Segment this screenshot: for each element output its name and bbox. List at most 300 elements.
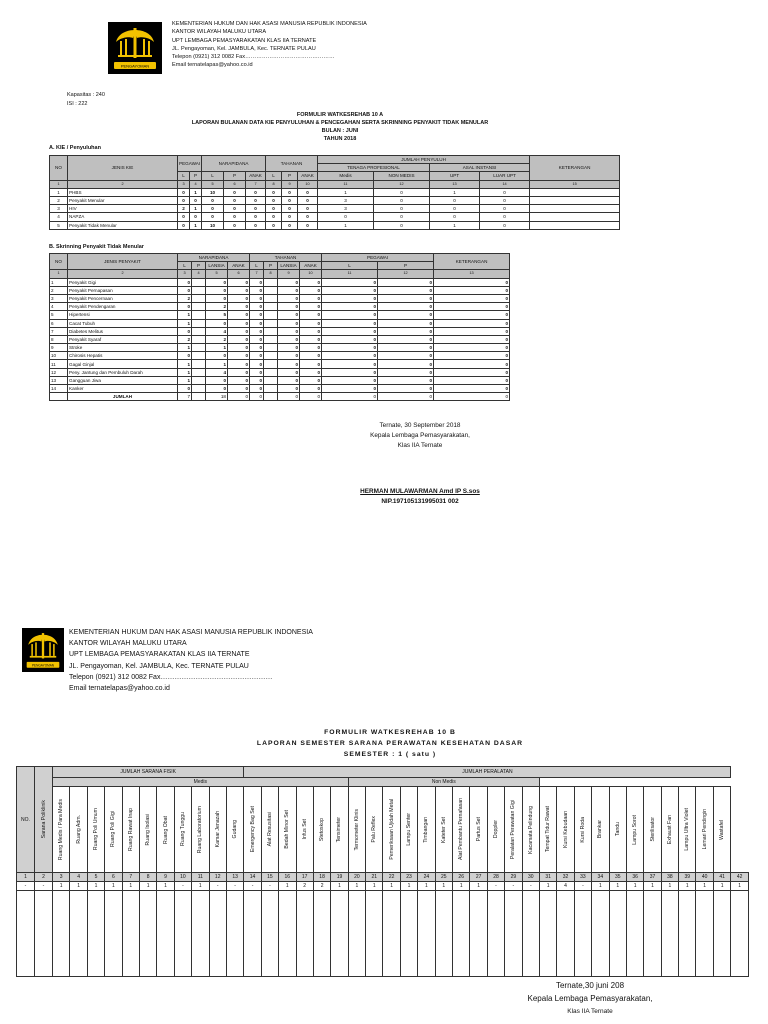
table-cell: 0 <box>202 196 224 204</box>
table-cell: 3 <box>318 205 374 213</box>
table-cell: 4 <box>557 882 574 891</box>
form-a-title <box>120 111 560 143</box>
pengayoman-logo <box>108 22 162 74</box>
sarana-poliklinik-label: Sarana Poliklinik <box>40 800 47 839</box>
table-cell <box>530 196 620 204</box>
table-cell <box>264 368 278 376</box>
table-cell: 1 <box>713 882 731 891</box>
table-cell: 1 <box>418 882 435 891</box>
table-cell: 0 <box>300 376 322 384</box>
kie-name-cell: NAPZA <box>68 213 178 221</box>
table-cell <box>192 311 206 319</box>
table-cell: 0 <box>480 221 530 229</box>
table-cell: 0 <box>266 205 282 213</box>
table-cell: 18 <box>206 393 228 401</box>
table-row <box>50 335 510 343</box>
table-cell: 1 <box>178 311 192 319</box>
column-number-row <box>17 873 749 882</box>
column-number: 3 <box>178 270 192 278</box>
table-cell: 1 <box>318 221 374 229</box>
col-luar-upt: LUAR UPT <box>480 172 530 180</box>
medis-equipment-column <box>435 787 452 873</box>
col-tenaga: TENAGA PROFESIONAL <box>318 164 430 172</box>
disease-name-cell: Penyakit Pencernaan <box>68 294 178 302</box>
table-cell: 0 <box>228 393 250 401</box>
non-medis-equipment-column <box>557 787 574 873</box>
table-cell: 0 <box>250 352 264 360</box>
form-b2-title-1: FORMULIR WATKESREHAB 10 B <box>324 729 456 736</box>
medis-equipment-column-label: Peralatan Perawatan Gigi <box>510 799 517 860</box>
table-cell: 0 <box>434 303 510 311</box>
table-cell: 0 <box>282 213 298 221</box>
table-cell: 1 <box>383 882 400 891</box>
isi: ISI : 222 <box>67 101 88 107</box>
sarana-fisik-column-label: Ruang Poli Gigi <box>110 811 117 848</box>
col-p: P <box>224 172 246 180</box>
non-medis-equipment-column <box>679 787 696 873</box>
medis-equipment-column <box>331 787 348 873</box>
table-cell: 0 <box>434 327 510 335</box>
table-cell: 0 <box>322 311 378 319</box>
column-number: 5 <box>87 873 104 882</box>
table-cell: - <box>35 882 53 891</box>
table-cell: 0 <box>278 327 300 335</box>
table-row <box>50 278 510 286</box>
col-l: L <box>250 262 264 270</box>
table-cell: 0 <box>190 196 202 204</box>
empty-cell <box>366 891 383 977</box>
column-number: 27 <box>470 873 487 882</box>
table-row <box>50 376 510 384</box>
table-cell: 1 <box>644 882 661 891</box>
column-number: 25 <box>435 873 452 882</box>
table-cell: 0 <box>278 303 300 311</box>
table-cell: 0 <box>374 221 430 229</box>
table-cell: 0 <box>250 376 264 384</box>
table-cell: 0 <box>202 205 224 213</box>
table-cell: 0 <box>278 311 300 319</box>
table-cell: 1 <box>190 205 202 213</box>
table-cell: 3 <box>50 294 68 302</box>
letterhead-line: KEMENTERIAN HUKUM DAN HAK ASASI MANUSIA REPUBLIK INDONESIA <box>172 21 367 27</box>
non-medis-equipment-column-label: Kursi Roda <box>579 816 586 843</box>
col-l: L <box>178 262 192 270</box>
non-medis-equipment-column <box>609 787 626 873</box>
table-cell: 1 <box>178 319 192 327</box>
table-cell: - <box>174 882 191 891</box>
empty-cell <box>296 891 313 977</box>
table-cell <box>264 376 278 384</box>
table-cell: 0 <box>206 352 228 360</box>
table-cell: 0 <box>434 376 510 384</box>
table-row <box>50 352 510 360</box>
column-number: 37 <box>644 873 661 882</box>
table-cell: 0 <box>228 319 250 327</box>
table-cell: 0 <box>228 385 250 393</box>
non-medis-equipment-column <box>574 787 591 873</box>
col-anak: ANAK <box>300 262 322 270</box>
empty-cell <box>679 891 696 977</box>
sarana-fisik-column-label: Ruang Medis / Para Medis <box>58 798 65 861</box>
col-p: P <box>190 172 202 180</box>
table-cell: 0 <box>224 205 246 213</box>
table-cell: 1 <box>626 882 643 891</box>
empty-cell <box>539 891 556 977</box>
table-cell: 0 <box>246 221 266 229</box>
letterhead-line: Email ternatelapas@yahoo.co.id <box>172 62 253 69</box>
column-number: 7 <box>122 873 139 882</box>
table-cell <box>192 294 206 302</box>
col-no: NO <box>50 156 68 181</box>
table-cell: 0 <box>322 376 378 384</box>
form-a-title-2: LAPORAN BULANAN DATA KIE PENYULUHAN & PENCEGAHAN SERTA SKRINNING PENYAKIT TIDAK MENULAR <box>191 120 489 126</box>
table-cell: 0 <box>322 385 378 393</box>
column-number: 10 <box>174 873 191 882</box>
table-cell: - <box>522 882 539 891</box>
table-cell: 0 <box>434 385 510 393</box>
col-l: L <box>266 172 282 180</box>
sarana-fisik-column <box>174 787 191 873</box>
empty-cell <box>713 891 731 977</box>
disease-name-cell: Penyakit Pendengaran <box>68 303 178 311</box>
column-number: 20 <box>348 873 365 882</box>
empty-cell <box>470 891 487 977</box>
col-upt: UPT <box>430 172 480 180</box>
table-cell <box>530 205 620 213</box>
table-cell: 4 <box>50 303 68 311</box>
col-non-medis: Non Medis <box>348 778 539 787</box>
table-cell: 0 <box>246 188 266 196</box>
table-cell: 0 <box>300 286 322 294</box>
column-number: 26 <box>453 873 470 882</box>
table-cell: 0 <box>378 376 434 384</box>
non-medis-equipment-column-label: Sterilisator <box>649 817 656 842</box>
table-cell: 0 <box>250 335 264 343</box>
table-cell: 2 <box>206 303 228 311</box>
kie-table <box>49 155 620 230</box>
kie-name-cell: HIV <box>68 205 178 213</box>
table-cell: 0 <box>278 278 300 286</box>
column-number: 5 <box>202 180 224 188</box>
empty-cell <box>574 891 591 977</box>
table-cell: 0 <box>300 335 322 343</box>
col-p: P <box>264 262 278 270</box>
table-row <box>50 319 510 327</box>
table-cell: 0 <box>378 352 434 360</box>
empty-cell <box>70 891 87 977</box>
table-cell: 1 <box>696 882 713 891</box>
table-cell: 0 <box>480 205 530 213</box>
section-a-label: A. KIE / Penyuluhan <box>49 145 101 151</box>
table-cell: 0 <box>374 196 430 204</box>
sarana-fisik-column <box>53 787 70 873</box>
table-cell: 0 <box>434 344 510 352</box>
medis-equipment-column <box>261 787 278 873</box>
table-cell: 0 <box>378 303 434 311</box>
table-cell: 0 <box>266 188 282 196</box>
col-l: L <box>178 172 190 180</box>
no-label: NO. <box>21 816 30 823</box>
non-medis-equipment-column-label: Wastafel <box>719 819 726 840</box>
sarana-fisik-column <box>226 787 243 873</box>
table-cell: 0 <box>250 278 264 286</box>
table-cell: 0 <box>190 213 202 221</box>
table-cell: 0 <box>322 319 378 327</box>
table-cell: 1 <box>731 882 748 891</box>
table-cell: 0 <box>206 286 228 294</box>
table-cell: 2 <box>206 335 228 343</box>
kie-name-cell: PHBS <box>68 188 178 196</box>
empty-cell <box>226 891 243 977</box>
table-cell: 0 <box>322 352 378 360</box>
letterhead-line: KEMENTERIAN HUKUM DAN HAK ASASI MANUSIA REPUBLIK INDONESIA <box>69 629 313 636</box>
column-number: 1 <box>50 270 68 278</box>
signature-block-b <box>500 979 680 1018</box>
table-cell <box>192 286 206 294</box>
sarana-fisik-column-label: Ruang Rawat Inap <box>127 808 134 851</box>
non-medis-equipment-column <box>539 787 556 873</box>
table-cell: 5 <box>50 311 68 319</box>
table-cell <box>264 319 278 327</box>
sarana-fisik-column-label: Ruang Tunggu <box>179 812 186 847</box>
table-cell: 0 <box>318 213 374 221</box>
table-cell: 0 <box>434 319 510 327</box>
table-cell: 0 <box>224 188 246 196</box>
column-number: 4 <box>192 270 206 278</box>
table-cell: 0 <box>202 213 224 221</box>
table-cell: 10 <box>202 221 224 229</box>
table-cell: 0 <box>278 335 300 343</box>
table-cell: 0 <box>300 393 322 401</box>
jumlah-label: JUMLAH <box>68 393 178 401</box>
skrinning-table <box>49 253 510 401</box>
non-medis-equipment-column <box>626 787 643 873</box>
table-cell: 2 <box>50 286 68 294</box>
letterhead-line: KANTOR WILAYAH MALUKU UTARA <box>172 29 267 36</box>
table-cell: 1 <box>50 278 68 286</box>
table-cell <box>264 352 278 360</box>
table-cell: 1 <box>157 882 174 891</box>
table-cell: 1 <box>435 882 452 891</box>
empty-cell <box>157 891 174 977</box>
table-cell: 0 <box>374 188 430 196</box>
table-cell: 0 <box>480 196 530 204</box>
form-b2-title-2: LAPORAN SEMESTER SARANA PERAWATAN KESEHATAN DASAR <box>256 740 524 747</box>
table-row <box>50 368 510 376</box>
table-cell: 0 <box>228 376 250 384</box>
table-cell: 0 <box>246 213 266 221</box>
section-b-label: B. Skrinning Penyakit Tidak Menular <box>49 244 144 250</box>
table-cell: 0 <box>228 335 250 343</box>
sarana-fisik-column-label: Kamar Jenazah <box>214 811 221 848</box>
non-medis-equipment-column-label: Lemari Pendingin <box>701 809 708 850</box>
table-cell: 0 <box>300 385 322 393</box>
table-cell: - <box>505 882 522 891</box>
column-number: 31 <box>539 873 556 882</box>
table-cell <box>192 278 206 286</box>
column-number: 24 <box>418 873 435 882</box>
column-number: 7 <box>250 270 264 278</box>
table-cell: 0 <box>224 221 246 229</box>
col-keterangan: KETERANGAN <box>434 254 510 270</box>
table-cell: 6 <box>50 319 68 327</box>
medis-equipment-column-label: Alat Resusitasi <box>266 812 273 847</box>
sarana-fisik-column <box>139 787 156 873</box>
empty-cell <box>731 891 748 977</box>
table-row <box>50 205 620 213</box>
table-cell: 4 <box>206 327 228 335</box>
sarana-fisik-column-label: Ruang Laboratorium <box>197 805 204 854</box>
table-cell: 0 <box>322 294 378 302</box>
disease-name-cell: Peny. Jantung dan Pembuluh Darah <box>68 368 178 376</box>
table-cell: 1 <box>190 221 202 229</box>
table-cell: 0 <box>322 393 378 401</box>
signature-block-a <box>320 421 520 451</box>
non-medis-equipment-column <box>644 787 661 873</box>
column-number: 34 <box>592 873 609 882</box>
empty-cell <box>279 891 296 977</box>
sarana-fisik-column <box>122 787 139 873</box>
table-cell: 1 <box>122 882 139 891</box>
disease-name-cell: Diabetes Melitus <box>68 327 178 335</box>
col-anak: ANAK <box>228 262 250 270</box>
col-jumlah-penyuluh: JUMLAH PENYULUH <box>318 156 530 164</box>
letterhead-line: Telepon (0921) 312 0082 Fax………………………………………… <box>172 54 335 61</box>
table-cell: 0 <box>322 360 378 368</box>
table-cell: 1 <box>430 188 480 196</box>
table-row <box>50 188 620 196</box>
column-number: 8 <box>266 180 282 188</box>
empty-cell <box>87 891 104 977</box>
pengayoman-logo <box>22 628 64 672</box>
empty-cell <box>626 891 643 977</box>
non-medis-equipment-column <box>661 787 678 873</box>
disease-name-cell: Penyakit Pernapasan <box>68 286 178 294</box>
empty-cell <box>418 891 435 977</box>
column-number: 14 <box>244 873 261 882</box>
form-a-title-1: FORMULIR WATKESREHAB 10 A <box>296 112 384 118</box>
table-cell: 0 <box>378 319 434 327</box>
table-cell: 1 <box>178 344 192 352</box>
non-medis-equipment-column <box>592 787 609 873</box>
table-cell: 0 <box>434 286 510 294</box>
table-cell <box>192 368 206 376</box>
letterhead-line: KANTOR WILAYAH MALUKU UTARA <box>69 640 187 648</box>
table-cell: 0 <box>298 221 318 229</box>
table-cell: 0 <box>282 205 298 213</box>
table-cell <box>264 360 278 368</box>
table-cell: 0 <box>322 368 378 376</box>
empty-cell <box>35 891 53 977</box>
column-number: 28 <box>487 873 504 882</box>
letterhead-line: UPT LEMBAGA PEMASYARAKATAN KLAS IIA TERNATE <box>172 37 317 44</box>
table-row <box>50 327 510 335</box>
kie-name-cell: Penyakit Menular <box>68 196 178 204</box>
col-jenis-penyakit: JENIS PENYAKIT <box>68 254 178 270</box>
medis-equipment-column <box>418 787 435 873</box>
table-cell: 1 <box>190 188 202 196</box>
sig-klas: Klas IIA Ternate <box>397 442 443 449</box>
equipment-header-row <box>17 787 749 873</box>
table-cell <box>264 286 278 294</box>
table-cell: 0 <box>178 327 192 335</box>
table-cell: 0 <box>300 319 322 327</box>
table-cell: 0 <box>300 368 322 376</box>
svg-text:PENGAYOMAN: PENGAYOMAN <box>31 663 55 668</box>
table-cell: 0 <box>278 385 300 393</box>
table-cell: 2 <box>178 205 190 213</box>
table-cell <box>192 303 206 311</box>
table-cell: 0 <box>228 303 250 311</box>
column-number: 38 <box>661 873 678 882</box>
table-cell: 0 <box>278 286 300 294</box>
letterhead-line: JL. Pengayoman, Kel. JAMBULA, Kec. TERNATE PULAU <box>172 45 316 52</box>
table-cell: 0 <box>300 303 322 311</box>
sig-title: Kepala Lembaga Pemasyarakatan, <box>527 994 653 1003</box>
column-number: 10 <box>298 180 318 188</box>
letterhead-1 <box>172 20 367 70</box>
table-cell: 0 <box>206 278 228 286</box>
col-pegawai: PEGAWAI <box>178 156 202 172</box>
table-cell: 9 <box>50 344 68 352</box>
table-cell <box>192 360 206 368</box>
table-cell: - <box>244 882 261 891</box>
table-cell: 0 <box>178 221 190 229</box>
empty-cell <box>174 891 191 977</box>
col-anak: ANAK <box>298 172 318 180</box>
table-cell: 0 <box>298 205 318 213</box>
table-cell: 0 <box>378 393 434 401</box>
table-cell <box>530 221 620 229</box>
table-cell: 0 <box>228 311 250 319</box>
table-cell: 0 <box>178 196 190 204</box>
column-number: 13 <box>430 180 480 188</box>
table-cell: 0 <box>266 221 282 229</box>
non-medis-equipment-column-label: Brankar <box>597 820 604 839</box>
table-cell: 1 <box>453 882 470 891</box>
medis-equipment-column <box>296 787 313 873</box>
table-cell: 0 <box>250 294 264 302</box>
column-number: 41 <box>713 873 731 882</box>
column-number: 2 <box>68 180 178 188</box>
column-number: 30 <box>522 873 539 882</box>
table-cell <box>264 327 278 335</box>
empty-cell <box>644 891 661 977</box>
column-number: 15 <box>530 180 620 188</box>
sarana-fisik-column <box>87 787 104 873</box>
table-cell: 0 <box>480 213 530 221</box>
table-cell: 0 <box>374 213 430 221</box>
empty-cell <box>592 891 609 977</box>
col-lansia: LANSIA <box>206 262 228 270</box>
table-cell: 0 <box>228 327 250 335</box>
table-cell: 0 <box>224 196 246 204</box>
column-number: 23 <box>400 873 417 882</box>
table-cell: 0 <box>228 286 250 294</box>
empty-cell <box>122 891 139 977</box>
table-cell: - <box>226 882 243 891</box>
column-number: 7 <box>246 180 266 188</box>
table-cell: 1 <box>206 344 228 352</box>
column-number: 11 <box>192 873 209 882</box>
disease-name-cell: Penyakit Syaraf <box>68 335 178 343</box>
table-cell <box>192 335 206 343</box>
table-cell: 14 <box>50 385 68 393</box>
column-number: 32 <box>557 873 574 882</box>
table-cell: 1 <box>331 882 348 891</box>
col-p: P <box>192 262 206 270</box>
table-cell: 1 <box>105 882 122 891</box>
